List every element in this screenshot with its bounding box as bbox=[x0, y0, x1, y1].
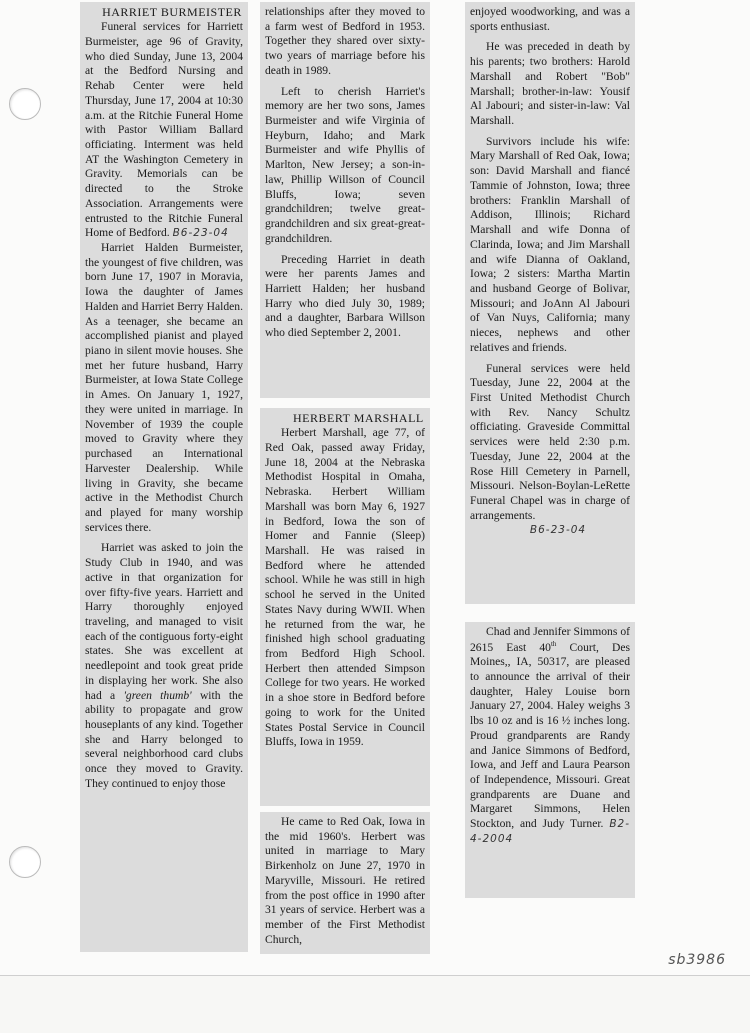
harriet-continued-clipping bbox=[260, 2, 430, 398]
herbert-continued-2: He was preceded in death by his parents; two brothers: Harold Marshall and Robert "Bob" Marshall; brother-in-law: Yousif Al Jabouri; and sister-in-law: Val Marshall. bbox=[470, 40, 630, 128]
harriet-continued-3: Preceding Harriet in death were her parents James and Harriett Halden; her husband Harry who died July 30, 1989; and a daughter, Barbara Willson who died September 2, 2001. bbox=[265, 252, 425, 340]
herbert-continued-1: enjoyed woodworking, and was a sports enthusiast. bbox=[470, 5, 630, 33]
herbert-continued-clipping bbox=[260, 812, 430, 954]
herbert-paragraph-1: Herbert Marshall, age 77, of Red Oak, passed away Friday, June 18, 2004 at the Nebraska Methodist Hospital in Omaha, Nebraska. Herbert William Marshall was born May 6, 1927 in Bedford, Iowa the son of Homer and Fannie (Sleep) Marshall. He was raised in Bedford where he attended school. While he was still in high school he served in the United States Navy during WWII. When he returned from the war, he finished high school graduating from Bedford High School. Herbert then attended Simpson College for two years. He worked in a shoe store in Bedford before going to work for the United States Postal Service in Council Bluffs, Iowa in 1959. bbox=[265, 426, 425, 749]
binder-hole-top bbox=[9, 88, 41, 120]
harriet-continued-1: relationships after they moved to a farm west of Bedford in 1953. Together they shared over sixty-two years of marriage before his death in 1989. bbox=[265, 5, 425, 77]
harriet-paragraph-3: Harriet was asked to join the Study Club in 1940, and was active in that organization for over fifty-five years. Harriett and Harry thoroughly enjoyed traveling, and managed to visit each of the contiguous forty-eight states. She was excellent at needlepoint and took great pride in displaying her work. She also had a 'green thumb' with the ability to propagate and grow houseplants of any kind. Together she and Harry belonged to several neighborhood card clubs once they moved to Gravity. They continued to enjoy those bbox=[85, 541, 243, 790]
birth-announcement-clipping bbox=[465, 622, 635, 898]
herbert-continued-4: Funeral services were held Tuesday, June 22, 2004 at the First United Methodist Church with Rev. Nancy Schultz officiating. Graveside Committal services were held 2:30 p.m. Tuesday, June 22, 2004 at the Rose Hill Cemetery in Parnell, Missouri. Nelson-Boylan-LeRette Funeral Chapel was in charge of arrangements. bbox=[470, 361, 630, 522]
harriet-heading: HARRIET BURMEISTER bbox=[102, 5, 242, 19]
harriet-obituary-clipping bbox=[80, 2, 248, 952]
herbert-continued-3: Survivors include his wife: Mary Marshall of Red Oak, Iowa; son: David Marshall and fiancé Tammie of Johnston, Iowa; three brothers: Franklin Marshall of Addison, Illinois; Richard Marshall and wife Donna of Clarinda, Iowa; and Jim Marshall and wife Dianna of Oakland, Iowa; 2 sisters: Martha Martin and husband George of Bolivar, Missouri; and JoAnn Al Jabouri of Van Nuys, California; many nieces, nephews and other relatives and friends. bbox=[470, 134, 630, 354]
herbert-paragraph-2: He came to Red Oak, Iowa in the mid 1960's. Herbert was united in marriage to Mary Birkenholz on June 27, 1970 in Maryville, Missouri. He retired from the post office in 1990 after 31 years of service. Herbert was a member of the First Methodist Church, bbox=[265, 815, 425, 946]
herbert-obituary-clipping bbox=[260, 408, 430, 806]
harriet-paragraph-1: Funeral services for Harriett Burmeister, age 96 of Gravity, who died Sunday, June 13, 2004 at the Bedford Nursing and Rehab Center were held Thursday, June 17, 2004 at 10:30 a.m. at the Ritchie Funeral Home with Pastor William Ballard officiating. Interment was held AT the Washington Cemetery in Gravity. Memorials can be directed to the Stroke Association. Arrangements were entrusted to the Ritchie Funeral Home of Bedford. B6-23-04 bbox=[85, 20, 243, 240]
handwritten-date: B6-23-04 bbox=[172, 227, 229, 240]
handwritten-date: B2-4-2004 bbox=[470, 818, 630, 845]
handwritten-date: B6-23-04 bbox=[529, 524, 587, 537]
birth-announcement-text: Chad and Jennifer Simmons of 2615 East 40th Court, Des Moines,, IA, 50317, are pleased to announce the arrival of their daughter, Haley Louise born January 27, 2004. Haley weighs 3 lbs 10 oz and is 16 ½ inches long. Proud grandparents are Randy and Janice Simmons of Bedford, Iowa, and Jeff and Laura Pearson of Independence, Missouri. Great grandparents are Duane and Margaret Simmons, Helen Stockton, and Judy Turner. B2-4-2004 bbox=[470, 625, 630, 845]
herbert-continued-clipping-2 bbox=[465, 2, 635, 604]
harriet-paragraph-2: Harriet Halden Burmeister, the youngest of five children, was born June 17, 1907 in Moravia, Iowa the daughter of James Halden and Harriet Berry Halden. As a teenager, she became an accomplished pianist and played piano in silent movie houses. She met her future husband, Harry Burmeister, at Iowa State College in Ames. On January 1, 1927, they were united in marriage. In November of 1939 the couple moved to Gravity where they purchased an International Harvester Dealership. While living in Gravity, she became active in the Methodist Church and played for many worship services there. bbox=[85, 241, 243, 534]
page-reference-number: sb3986 bbox=[668, 952, 726, 968]
binder-hole-bottom bbox=[9, 846, 41, 878]
herbert-heading: HERBERT MARSHALL bbox=[293, 411, 424, 425]
harriet-continued-2: Left to cherish Harriet's memory are her two sons, James Burmeister and wife Virginia of Heyburn, Idaho; and Mark Burmeister and wife Phyllis of Marlton, New Jersey; a son-in-law, Phillip Willson of Council Bluffs, Iowa; seven grandchildren; twelve great-grandchildren and six great-great-grandchildren. bbox=[265, 84, 425, 245]
